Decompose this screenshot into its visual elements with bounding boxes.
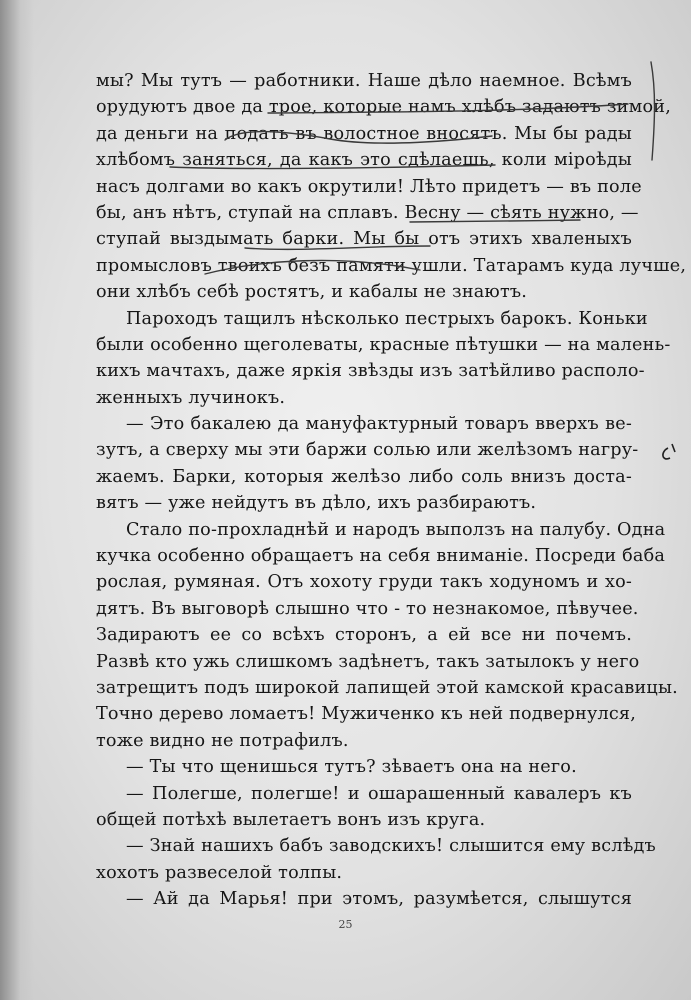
text-line: мы? Мы тутъ — работники. Наше дѣло наемное. Всѣмъ: [96, 71, 632, 91]
text-line: — Полегше, полегше! и ошарашенный кавалеръ къ: [126, 783, 632, 804]
text-line: Задираютъ ее со всѣхъ сторонъ, а ей все ни почемъ.: [96, 625, 632, 646]
text-line: — Ай да Марья! при этомъ, разумѣется, слышутся: [126, 889, 632, 910]
text-line: хохотъ развеселой толпы.: [96, 862, 343, 883]
text-line: Развѣ кто ужь слишкомъ задѣнетъ, такъ затылокъ у него: [96, 651, 640, 672]
text-line: они хлѣбъ себѣ ростятъ, и кабалы не знаютъ.: [96, 282, 528, 303]
text-line: затрещитъ подъ широкой лапищей этой камской красавицы.: [96, 677, 678, 698]
margin-scribble-mark: [663, 444, 675, 459]
text-line: да деньги на подать въ волостное вносятъ. Мы бы рады: [96, 123, 632, 144]
text-line: — Это бакалею да мануфактурный товаръ вверхъ ве-: [126, 414, 632, 435]
text-line: — Ты что щенишься тутъ? зѣваетъ она на него.: [126, 757, 577, 778]
text-line: были особенно щеголеваты, красные пѣтушки — на малень-: [96, 334, 671, 355]
text-line: Пароходъ тащилъ нѣсколько пестрыхъ барокъ. Коньки: [126, 308, 648, 329]
text-line: насъ долгами во какъ окрутили! Лѣто придетъ — въ поле: [96, 176, 642, 197]
text-line: дятъ. Въ выговорѣ слышно что - то незнакомое, пѣвучее.: [96, 598, 639, 619]
text-line: хлѣбомъ заняться, да какъ это сдѣлаешь, коли міроѣды: [96, 150, 632, 171]
text-line: рослая, румяная. Отъ хохоту груди такъ ходуномъ и хо-: [96, 572, 632, 593]
text-line: тоже видно не потрафилъ.: [96, 730, 349, 751]
text-line: — Знай нашихъ бабъ заводскихъ! слышится ему вслѣдъ: [126, 836, 656, 857]
text-line: женныхъ лучинокъ.: [96, 387, 286, 408]
text-line: Точно дерево ломаетъ! Мужиченко къ ней подвернулся,: [96, 704, 637, 725]
text-line: Стало по-прохладнѣй и народъ выползъ на палубу. Одна: [126, 519, 666, 540]
page-gutter-shadow: [0, 0, 34, 1000]
text-line: вятъ — уже нейдутъ въ дѣло, ихъ разбираютъ.: [96, 493, 537, 514]
text-line: кихъ мачтахъ, даже яркія звѣзды изъ затѣйливо располо-: [96, 361, 645, 382]
text-line: жаемъ. Барки, которыя желѣзо либо соль внизъ доста-: [96, 466, 632, 487]
text-line: промысловъ твоихъ безъ памяти ушли. Татарамъ куда лучше,: [96, 255, 687, 276]
page-number: 25: [338, 918, 353, 931]
text-line: ступай выздымать барки. Мы бы отъ этихъ хваленыхъ: [96, 229, 632, 250]
text-line: бы, анъ нѣтъ, ступай на сплавъ. Весну — сѣять нужно, —: [96, 202, 639, 223]
text-line: общей потѣхѣ вылетаетъ вонъ изъ круга.: [96, 809, 486, 830]
text-line: зутъ, а сверху мы эти баржи солью или желѣзомъ нагру-: [96, 440, 639, 461]
body-text: [96, 68, 687, 913]
text-line: кучка особенно обращаетъ на себя вниманіе. Посреди баба: [96, 546, 666, 567]
text-line: орудуютъ двое да трое, которые намъ хлѣбъ задаютъ зимой,: [96, 97, 671, 118]
